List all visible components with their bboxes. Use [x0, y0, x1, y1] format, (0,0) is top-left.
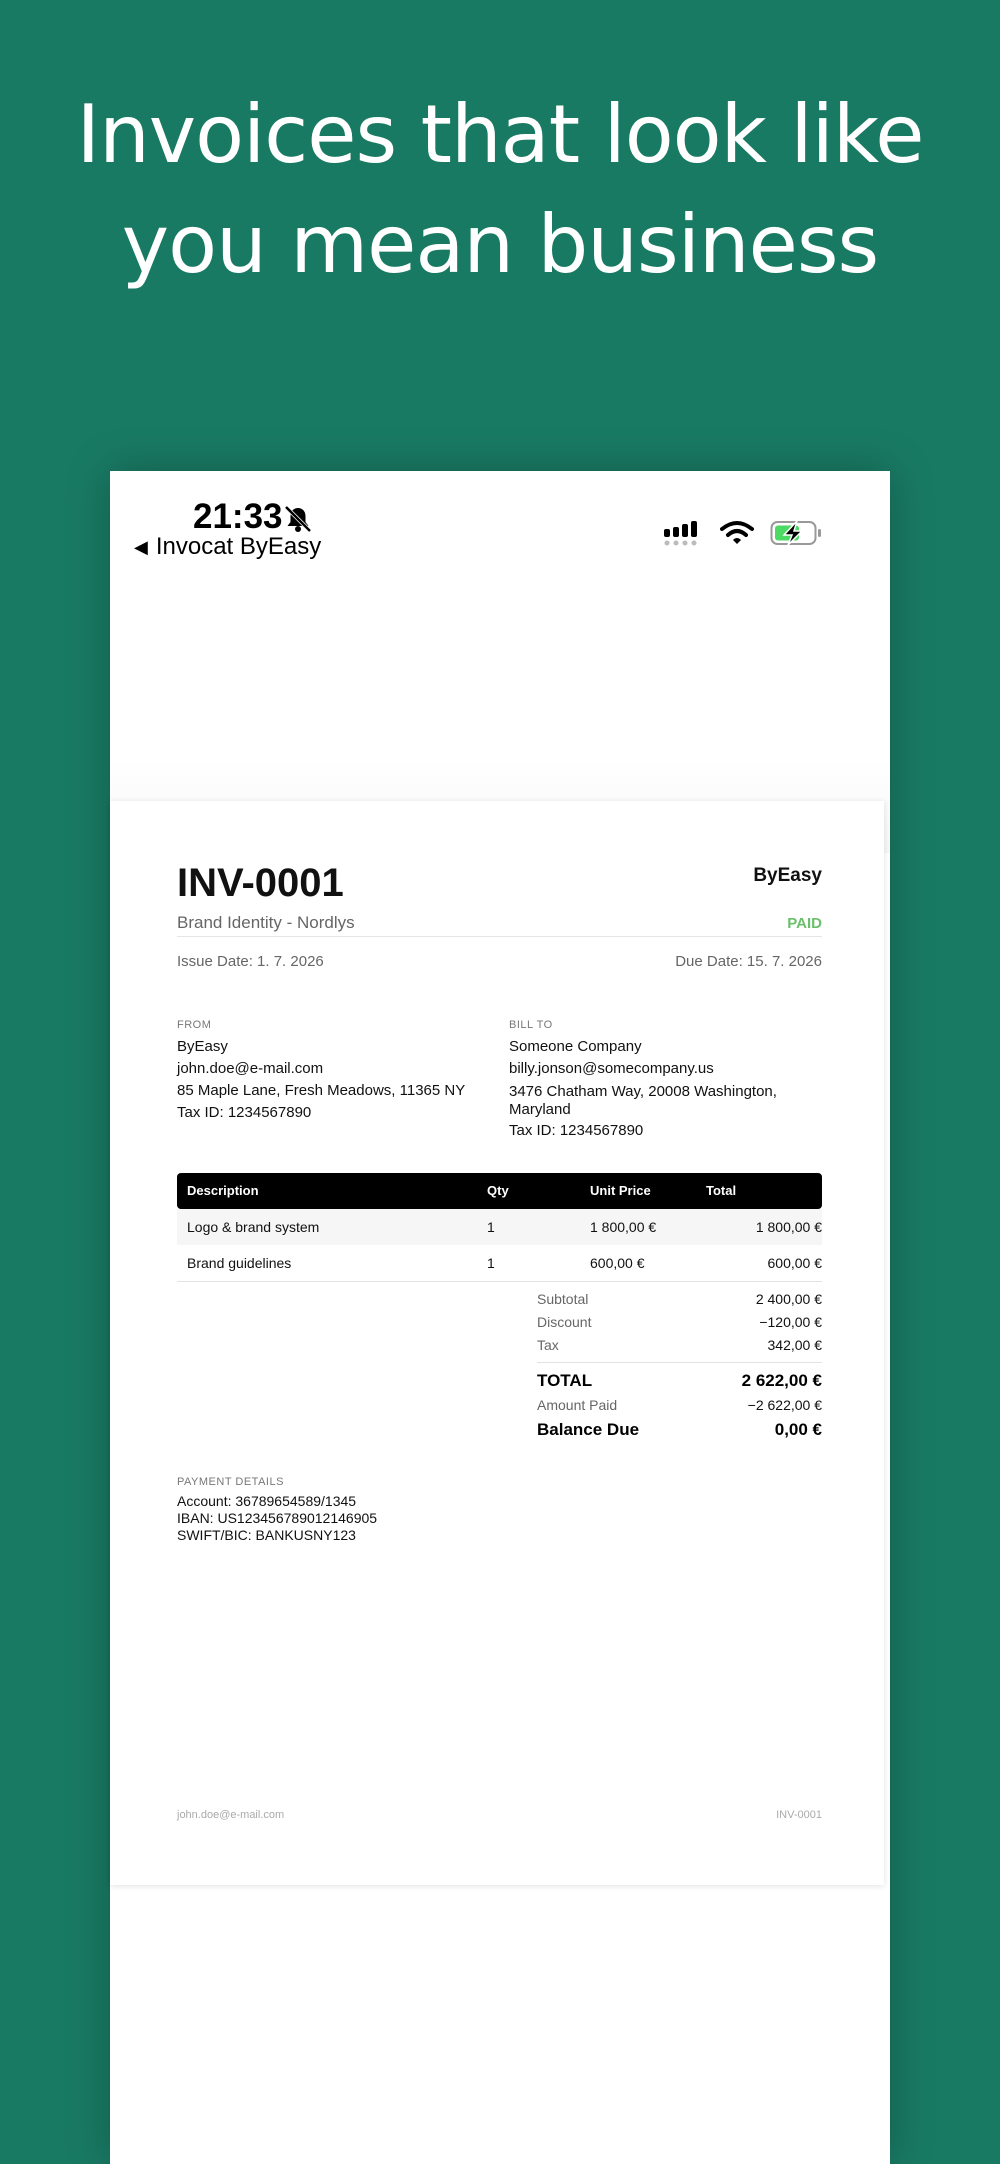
- tax-label: Tax: [537, 1337, 559, 1353]
- bill-to-section: [509, 1014, 819, 1142]
- total-value: 2 622,00 €: [741, 1371, 822, 1390]
- bill-to-email: billy.jonson@somecompany.us: [509, 1060, 714, 1077]
- total-label: TOTAL: [537, 1371, 593, 1390]
- line-items-table: [177, 1173, 822, 1282]
- payment-details: [177, 1474, 377, 1544]
- bill-to-label: BILL TO: [509, 1019, 553, 1031]
- payment-details-label: PAYMENT DETAILS: [177, 1476, 284, 1488]
- headline-line-2: you mean business: [121, 198, 879, 291]
- amount-paid-label: Amount Paid: [537, 1397, 618, 1413]
- amount-paid-row: [537, 1397, 822, 1420]
- headline-line-1: Invoices that look like: [76, 88, 924, 181]
- subtotal-row: [537, 1291, 822, 1314]
- company-name: ByEasy: [753, 865, 822, 886]
- table-row: [177, 1245, 822, 1282]
- wifi-icon: [720, 520, 754, 546]
- status-icons: [664, 519, 824, 547]
- due-date: Due Date: 15. 7. 2026: [675, 953, 822, 970]
- balance-due-row: [537, 1420, 822, 1446]
- balance-due-label: Balance Due: [537, 1420, 640, 1439]
- tax-value: 342,00 €: [767, 1337, 822, 1353]
- row-unit-price: 1 800,00 €: [590, 1219, 657, 1235]
- divider: [537, 1362, 822, 1363]
- from-address: 85 Maple Lane, Fresh Meadows, 11365 NY: [177, 1082, 466, 1099]
- row-qty: 1: [487, 1255, 495, 1271]
- table-header: [177, 1173, 822, 1209]
- balance-due-value: 0,00 €: [774, 1420, 822, 1439]
- row-total: 1 800,00 €: [755, 1219, 822, 1235]
- bill-to-address: 3476 Chatham Way, 20008 Washington, Maryland: [509, 1083, 777, 1118]
- cellular-signal-icon: [664, 519, 704, 547]
- row-description: Brand guidelines: [187, 1255, 292, 1271]
- invoice-number: INV-0001: [177, 861, 344, 905]
- bill-to-name: Someone Company: [509, 1038, 642, 1055]
- divider: [177, 936, 822, 937]
- payment-swift: SWIFT/BIC: BANKUSNY123: [177, 1527, 356, 1543]
- row-total: 600,00 €: [767, 1255, 822, 1271]
- discount-row: [537, 1314, 822, 1337]
- row-unit-price: 600,00 €: [590, 1255, 645, 1271]
- from-name: ByEasy: [177, 1038, 228, 1055]
- totals-section: [537, 1291, 822, 1446]
- status-time: 21:33: [193, 497, 283, 536]
- header-description: Description: [187, 1183, 259, 1198]
- status-badge: PAID: [787, 915, 822, 932]
- subtotal-value: 2 400,00 €: [755, 1291, 822, 1307]
- from-section: [177, 1014, 487, 1124]
- issue-date: Issue Date: 1. 7. 2026: [177, 953, 324, 970]
- subtotal-label: Subtotal: [537, 1291, 589, 1307]
- row-description: Logo & brand system: [187, 1219, 320, 1235]
- from-tax-id: Tax ID: 1234567890: [177, 1104, 312, 1121]
- bell-slash-icon: [282, 503, 314, 535]
- headline: [0, 80, 1000, 300]
- back-to-app-link[interactable]: [134, 533, 321, 561]
- header-unit-price: Unit Price: [590, 1183, 651, 1198]
- payment-iban: IBAN: US123456789012146905: [177, 1510, 378, 1526]
- row-qty: 1: [487, 1219, 495, 1235]
- discount-value: −120,00 €: [759, 1314, 822, 1330]
- discount-label: Discount: [537, 1314, 592, 1330]
- header-total: Total: [706, 1183, 737, 1198]
- amount-paid-value: −2 622,00 €: [747, 1397, 822, 1413]
- footer-email: john.doe@e-mail.com: [177, 1809, 285, 1821]
- battery-charging-icon: [770, 519, 824, 547]
- payment-account: Account: 36789654589/1345: [177, 1493, 357, 1509]
- footer-invoice-number: INV-0001: [776, 1809, 822, 1821]
- tax-row: [537, 1337, 822, 1360]
- header-qty: Qty: [487, 1183, 509, 1198]
- from-email: john.doe@e-mail.com: [177, 1060, 324, 1077]
- invoice-subtitle: Brand Identity - Nordlys: [177, 913, 355, 932]
- back-app-label: Invocat ByEasy: [155, 533, 322, 560]
- phone-screen: [110, 471, 890, 2164]
- invoice-document: [110, 801, 884, 1885]
- table-row: [177, 1209, 822, 1245]
- from-label: FROM: [177, 1019, 212, 1031]
- total-row: [537, 1371, 822, 1397]
- back-arrow-icon: ◀: [134, 536, 148, 557]
- bill-to-tax-id: Tax ID: 1234567890: [509, 1122, 644, 1139]
